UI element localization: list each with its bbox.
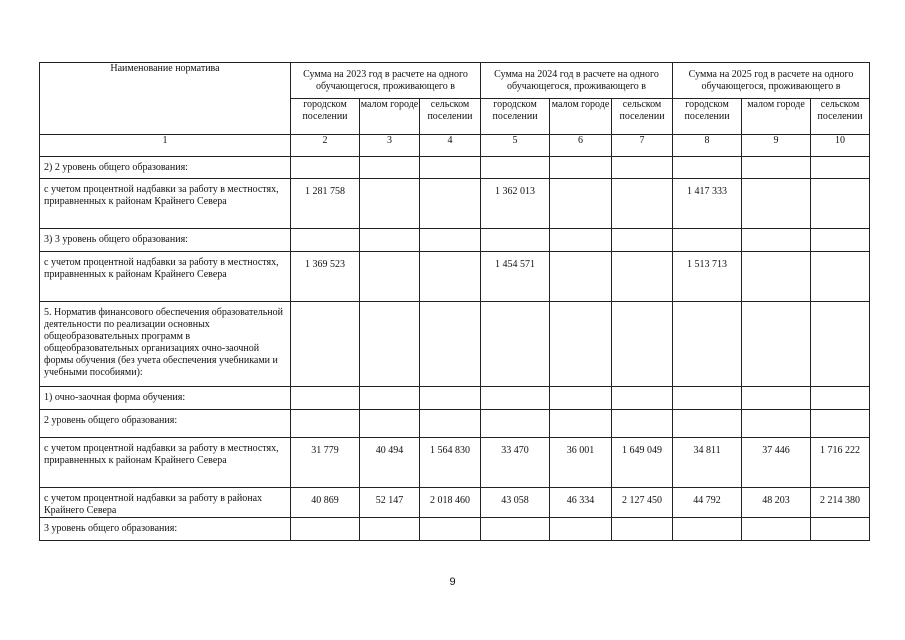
row-label: 3 уровень общего образования:: [40, 518, 291, 541]
value-cell: [291, 302, 360, 387]
col-number: 10: [811, 135, 870, 157]
value-cell: [420, 179, 481, 229]
value-cell: [291, 518, 360, 541]
value-cell: [742, 252, 811, 302]
col-number: 5: [481, 135, 550, 157]
value-cell: [481, 410, 550, 438]
value-cell: [550, 387, 612, 410]
value-cell: [291, 157, 360, 179]
value-cell: [673, 157, 742, 179]
value-cell: 2 127 450: [612, 488, 673, 518]
col-number: 9: [742, 135, 811, 157]
header-sub-city: городском поселении: [673, 99, 742, 135]
value-cell: 1 369 523: [291, 252, 360, 302]
value-cell: [420, 518, 481, 541]
value-cell: [360, 229, 420, 252]
row-label: с учетом процентной надбавки за работу в местностях, приравненных к районам Крайнего Севера: [40, 179, 291, 229]
page-number: 9: [449, 576, 456, 588]
value-cell: [742, 179, 811, 229]
table-row: [40, 229, 870, 252]
value-cell: [420, 157, 481, 179]
value-cell: [811, 252, 870, 302]
value-cell: 1 417 333: [673, 179, 742, 229]
table-row: [40, 157, 870, 179]
value-cell: [811, 410, 870, 438]
value-cell: 1 513 713: [673, 252, 742, 302]
value-cell: [550, 252, 612, 302]
row-label: с учетом процентной надбавки за работу в местностях, приравненных к районам Крайнего Севера: [40, 252, 291, 302]
value-cell: 43 058: [481, 488, 550, 518]
value-cell: [481, 302, 550, 387]
value-cell: [291, 410, 360, 438]
value-cell: [673, 302, 742, 387]
row-label: с учетом процентной надбавки за работу в местностях, приравненных к районам Крайнего Севера: [40, 438, 291, 488]
col-number: 8: [673, 135, 742, 157]
header-sub-rural: сельском поселении: [612, 99, 673, 135]
value-cell: [811, 157, 870, 179]
value-cell: [360, 410, 420, 438]
header-name-cell: Наименование норматива: [40, 63, 291, 135]
value-cell: 46 334: [550, 488, 612, 518]
value-cell: 40 494: [360, 438, 420, 488]
header-row-numbers: [40, 135, 870, 157]
col-number: 7: [612, 135, 673, 157]
value-cell: 34 811: [673, 438, 742, 488]
value-cell: [360, 252, 420, 302]
value-cell: [811, 387, 870, 410]
value-cell: [673, 410, 742, 438]
col-number: 6: [550, 135, 612, 157]
value-cell: [420, 229, 481, 252]
value-cell: [550, 157, 612, 179]
value-cell: [673, 229, 742, 252]
header-row-groups: [40, 63, 870, 99]
value-cell: 48 203: [742, 488, 811, 518]
row-label: 5. Норматив финансового обеспечения образовательной деятельности по реализации основных общеобразовательных программ в общеобразовательных организациях очно-заочной формы обучения (без учета обеспечения учебниками и учебными пособиями):: [40, 302, 291, 387]
table-row: [40, 387, 870, 410]
value-cell: 37 446: [742, 438, 811, 488]
table-row: [40, 252, 870, 302]
value-cell: [481, 157, 550, 179]
table-row: [40, 438, 870, 488]
value-cell: [291, 229, 360, 252]
value-cell: 40 869: [291, 488, 360, 518]
value-cell: [612, 410, 673, 438]
value-cell: [612, 252, 673, 302]
value-cell: 31 779: [291, 438, 360, 488]
header-sub-city: городском поселении: [291, 99, 360, 135]
value-cell: [811, 179, 870, 229]
value-cell: 1 716 222: [811, 438, 870, 488]
value-cell: [811, 518, 870, 541]
value-cell: 1 649 049: [612, 438, 673, 488]
value-cell: [481, 518, 550, 541]
col-number: 1: [40, 135, 291, 157]
row-label: 1) очно-заочная форма обучения:: [40, 387, 291, 410]
value-cell: [550, 302, 612, 387]
header-sub-town: малом городе: [360, 99, 420, 135]
value-cell: [612, 302, 673, 387]
value-cell: [673, 387, 742, 410]
row-label: 2 уровень общего образования:: [40, 410, 291, 438]
value-cell: 1 362 013: [481, 179, 550, 229]
header-group-2025: Сумма на 2025 год в расчете на одного обучающегося, проживающего в: [673, 63, 870, 99]
value-cell: [420, 410, 481, 438]
value-cell: [550, 179, 612, 229]
value-cell: [550, 229, 612, 252]
value-cell: [481, 229, 550, 252]
col-number: 2: [291, 135, 360, 157]
value-cell: [742, 518, 811, 541]
value-cell: [360, 302, 420, 387]
value-cell: [612, 157, 673, 179]
value-cell: [612, 229, 673, 252]
value-cell: [742, 157, 811, 179]
table-row: [40, 518, 870, 541]
row-label: с учетом процентной надбавки за работу в районах Крайнего Севера: [40, 488, 291, 518]
value-cell: [481, 387, 550, 410]
value-cell: [742, 229, 811, 252]
value-cell: 1 564 830: [420, 438, 481, 488]
col-number: 3: [360, 135, 420, 157]
table-body: [40, 63, 870, 541]
header-sub-city: городском поселении: [481, 99, 550, 135]
value-cell: 52 147: [360, 488, 420, 518]
row-label: 3) 3 уровень общего образования:: [40, 229, 291, 252]
value-cell: 36 001: [550, 438, 612, 488]
col-number: 4: [420, 135, 481, 157]
value-cell: [420, 252, 481, 302]
value-cell: [612, 179, 673, 229]
header-group-2024: Сумма на 2024 год в расчете на одного обучающегося, проживающего в: [481, 63, 673, 99]
table-row: [40, 488, 870, 518]
value-cell: [811, 302, 870, 387]
header-sub-rural: сельском поселении: [811, 99, 870, 135]
table-row: [40, 302, 870, 387]
value-cell: [291, 387, 360, 410]
value-cell: [420, 302, 481, 387]
value-cell: [360, 157, 420, 179]
norms-table: [39, 62, 870, 541]
value-cell: [742, 387, 811, 410]
value-cell: [550, 410, 612, 438]
value-cell: [742, 302, 811, 387]
value-cell: [360, 518, 420, 541]
value-cell: [612, 387, 673, 410]
row-label: 2) 2 уровень общего образования:: [40, 157, 291, 179]
value-cell: 2 018 460: [420, 488, 481, 518]
value-cell: [742, 410, 811, 438]
value-cell: [811, 229, 870, 252]
table-row: [40, 179, 870, 229]
value-cell: 2 214 380: [811, 488, 870, 518]
value-cell: 44 792: [673, 488, 742, 518]
header-group-2023: Сумма на 2023 год в расчете на одного обучающегося, проживающего в: [291, 63, 481, 99]
value-cell: 33 470: [481, 438, 550, 488]
header-sub-town: малом городе: [742, 99, 811, 135]
value-cell: [550, 518, 612, 541]
header-sub-town: малом городе: [550, 99, 612, 135]
value-cell: [612, 518, 673, 541]
value-cell: 1 454 571: [481, 252, 550, 302]
value-cell: [360, 387, 420, 410]
value-cell: [360, 179, 420, 229]
value-cell: [420, 387, 481, 410]
value-cell: [673, 518, 742, 541]
header-sub-rural: сельском поселении: [420, 99, 481, 135]
value-cell: 1 281 758: [291, 179, 360, 229]
table-row: [40, 410, 870, 438]
